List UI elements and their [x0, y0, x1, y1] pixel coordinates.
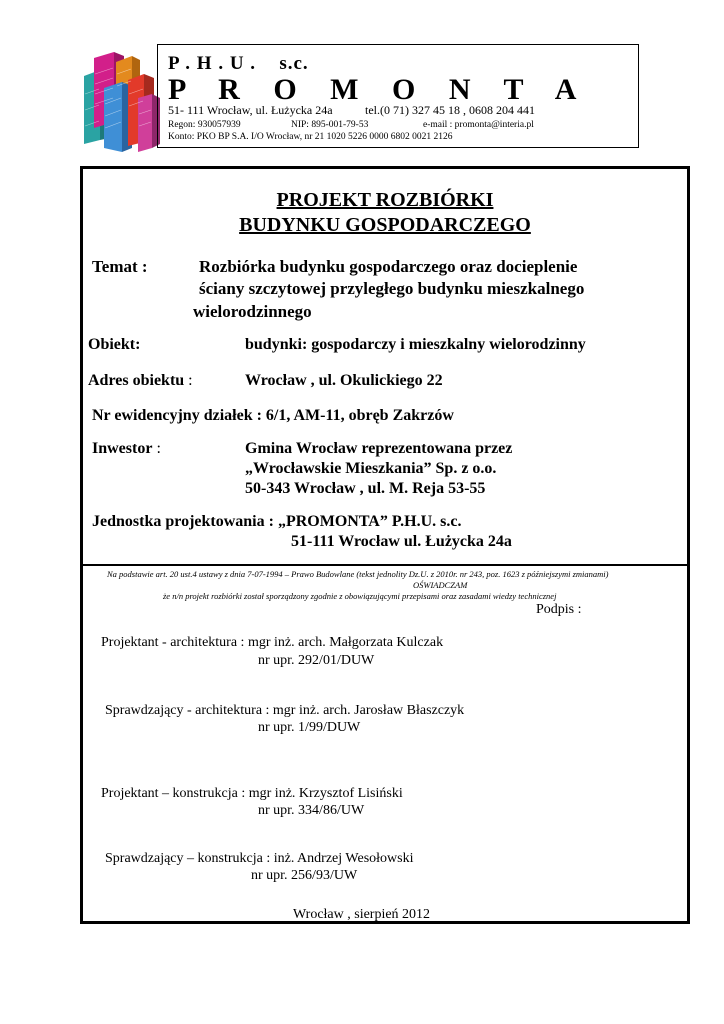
- investor-line2: „Wrocławskie Mieszkania” Sp. z o.o.: [245, 460, 497, 477]
- section-divider: [80, 564, 690, 566]
- topic-line3: wielorodzinnego: [193, 302, 312, 321]
- company-account: Konto: PKO BP S.A. I/O Wrocław, nr 21 1020 5226 0000 6802 0021 2126: [168, 132, 453, 142]
- declaration-statement: że n/n projekt rozbiórki został sporządzony zgodnie z obowiązującymi przepisami oraz zasadami wiedzy technicznej: [163, 591, 557, 601]
- object-label: Obiekt:: [88, 336, 141, 353]
- topic-line1: Rozbiórka budynku gospodarczego oraz docieplenie: [199, 257, 578, 276]
- topic-line2: ściany szczytowej przyległego budynku mieszkalnego: [199, 279, 585, 298]
- address-value: Wrocław , ul. Okulickiego 22: [245, 372, 443, 389]
- investor-label: Inwestor :: [92, 440, 161, 457]
- signatory-role: Projektant - architektura : mgr inż. arch. Małgorzata Kulczak: [101, 635, 444, 650]
- declaration-heading: OŚWIADCZAM: [413, 580, 468, 590]
- company-header: [157, 44, 639, 148]
- parcel-info: Nr ewidencyjny działek : 6/1, AM-11, obręb Zakrzów: [92, 407, 454, 424]
- object-value: budynki: gospodarczy i mieszkalny wielorodzinny: [245, 336, 586, 353]
- place-and-date: Wrocław , sierpień 2012: [293, 907, 431, 922]
- signatory-license: nr upr. 292/01/DUW: [258, 653, 375, 668]
- topic-label: Temat :: [92, 257, 148, 276]
- signatory-role: Projektant – konstrukcja : mgr inż. Krzysztof Lisiński: [101, 786, 403, 801]
- signatory-license: nr upr. 1/99/DUW: [258, 720, 361, 735]
- company-nip: NIP: 895-001-79-53: [291, 120, 369, 130]
- signatory-role: Sprawdzający - architektura : mgr inż. arch. Jarosław Błaszczyk: [105, 703, 465, 718]
- address-label: Adres obiektu :: [88, 372, 193, 389]
- document-title-line1: PROJEKT ROZBIÓRKI: [276, 189, 494, 211]
- signature-label: Podpis :: [536, 602, 582, 617]
- company-regon: Regon: 930057939: [168, 120, 241, 130]
- company-address: 51- 111 Wrocław, ul. Łużycka 24a: [168, 103, 333, 117]
- investor-line1: Gmina Wrocław reprezentowana przez: [245, 440, 513, 457]
- design-unit-line1: Jednostka projektowania : „PROMONTA” P.H.U. s.c.: [92, 513, 462, 530]
- document-frame: [80, 166, 690, 924]
- signatory-role: Sprawdzający – konstrukcja : inż. Andrzej Wesołowski: [105, 851, 414, 866]
- company-name: P R O M O N T A: [168, 73, 590, 106]
- declaration-legal-basis: Na podstawie art. 20 ust.4 ustawy z dnia 7-07-1994 – Prawo Budowlane (tekst jednolity Dz.U. z 2010r. nr 243, poz. 1623 z późniejszymi zmianami): [107, 569, 609, 579]
- signatory-license: nr upr. 334/86/UW: [258, 803, 365, 818]
- document-title-line2: BUDYNKU GOSPODARCZEGO: [239, 214, 531, 236]
- design-unit-line2: 51-111 Wrocław ul. Łużycka 24a: [291, 533, 512, 550]
- company-email: e-mail : promonta@interia.pl: [423, 120, 534, 130]
- signatory-license: nr upr. 256/93/UW: [251, 868, 358, 883]
- investor-line3: 50-343 Wrocław , ul. M. Reja 53-55: [245, 480, 486, 497]
- company-type: P . H . U . s.c.: [168, 53, 309, 74]
- company-logo: [80, 44, 162, 154]
- company-phone: tel.(0 71) 327 45 18 , 0608 204 441: [365, 103, 535, 117]
